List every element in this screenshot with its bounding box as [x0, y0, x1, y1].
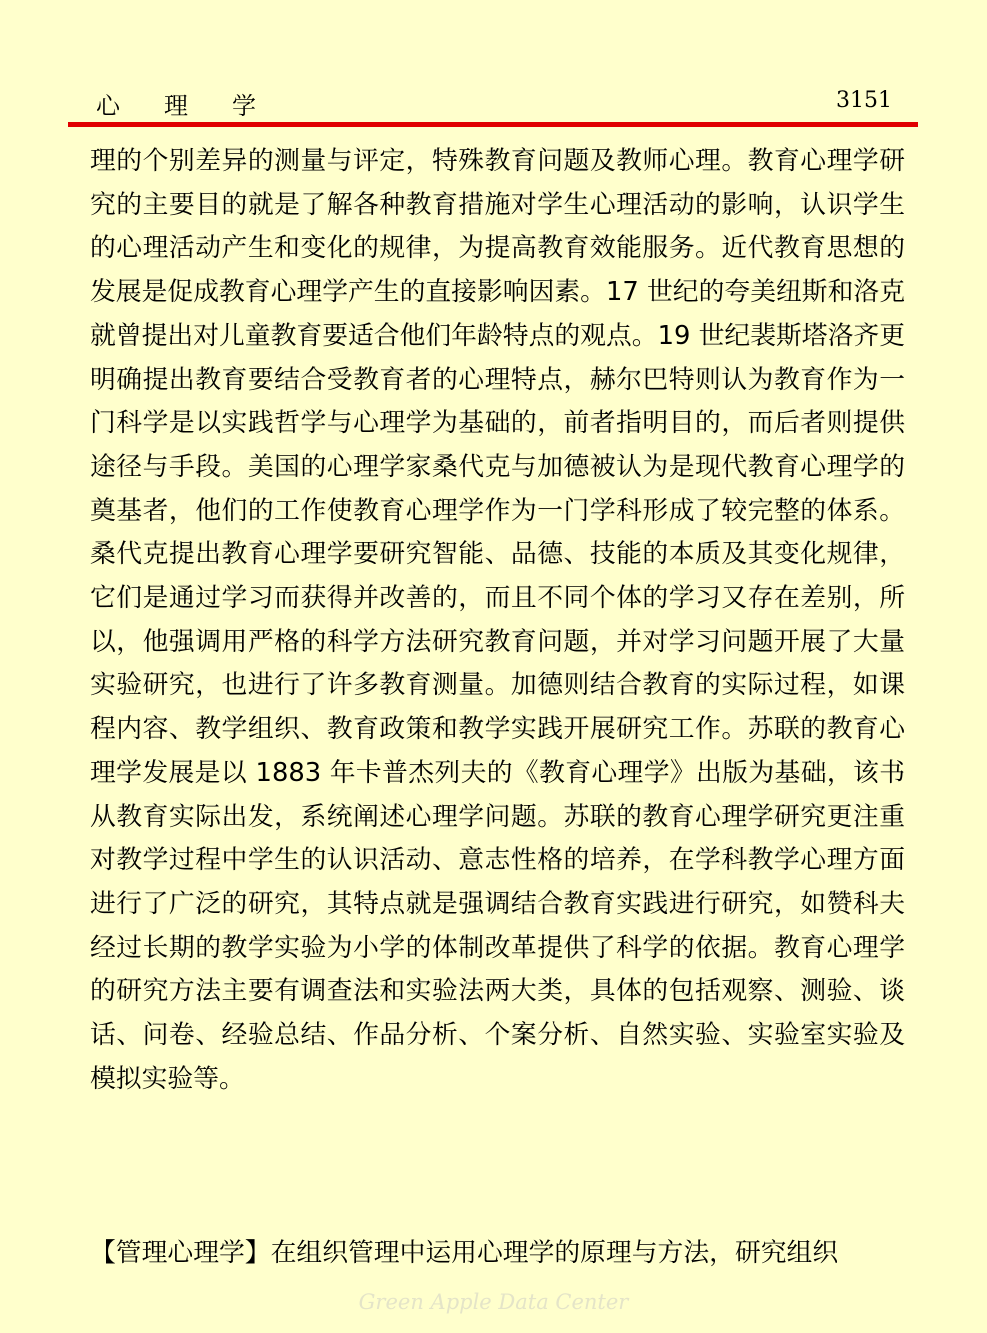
section-title: 心理学: [96, 92, 300, 120]
next-entry: [90, 1232, 905, 1276]
article-body: [90, 140, 905, 1101]
entry-text: 在组织管理中运用心理学的原理与方法，研究组织: [270, 1238, 839, 1268]
header-divider: [68, 122, 918, 127]
page-number: 3151: [836, 88, 892, 113]
page-header: [68, 78, 918, 122]
entry-term: 【管理心理学】: [90, 1238, 271, 1268]
body-paragraph: 理的个别差异的测量与评定，特殊教育问题及教师心理。教育心理学研究的主要目的就是了解各种教育措施对学生心理活动的影响，认识学生的心理活动产生和变化的规律，为提高教育效能服务。近代教育思想的发展是促成教育心理学产生的直接影响因素。17 世纪的夸美纽斯和洛克就曾提出对儿童教育要适合他们年龄特点的观点。19 世纪裴斯塔洛齐更明确提出教育要结合受教育者的心理特点，赫尔巴特则认为教育作为一门科学是以实践哲学与心理学为基础的，前者指明目的，而后者则提供途径与手段。美国的心理学家桑代克与加德被认为是现代教育心理学的奠基者，他们的工作使教育心理学作为一门学科形成了较完整的体系。桑代克提出教育心理学要研究智能、品德、技能的本质及其变化规律，它们是通过学习而获得并改善的，而且不同个体的学习又存在差别，所以，他强调用严格的科学方法研究教育问题，并对学习问题开展了大量实验研究，也进行了许多教育测量。加德则结合教育的实际过程，如课程内容、教学组织、教育政策和教学实践开展研究工作。苏联的教育心理学发展是以 1883 年卡普杰列夫的《教育心理学》出版为基础，该书从教育实际出发，系统阐述心理学问题。苏联的教育心理学研究更注重对教学过程中学生的认识活动、意志性格的培养，在学科教学心理方面进行了广泛的研究，其特点就是强调结合教育实践进行研究，如赞科夫经过长期的教学实验为小学的体制改革提供了科学的依据。教育心理学的研究方法主要有调查法和实验法两大类，具体的包括观察、测验、谈话、问卷、经验总结、作品分析、个案分析、自然实验、实验室实验及模拟实验等。: [90, 146, 905, 1094]
watermark: Green Apple Data Center: [358, 1290, 629, 1314]
